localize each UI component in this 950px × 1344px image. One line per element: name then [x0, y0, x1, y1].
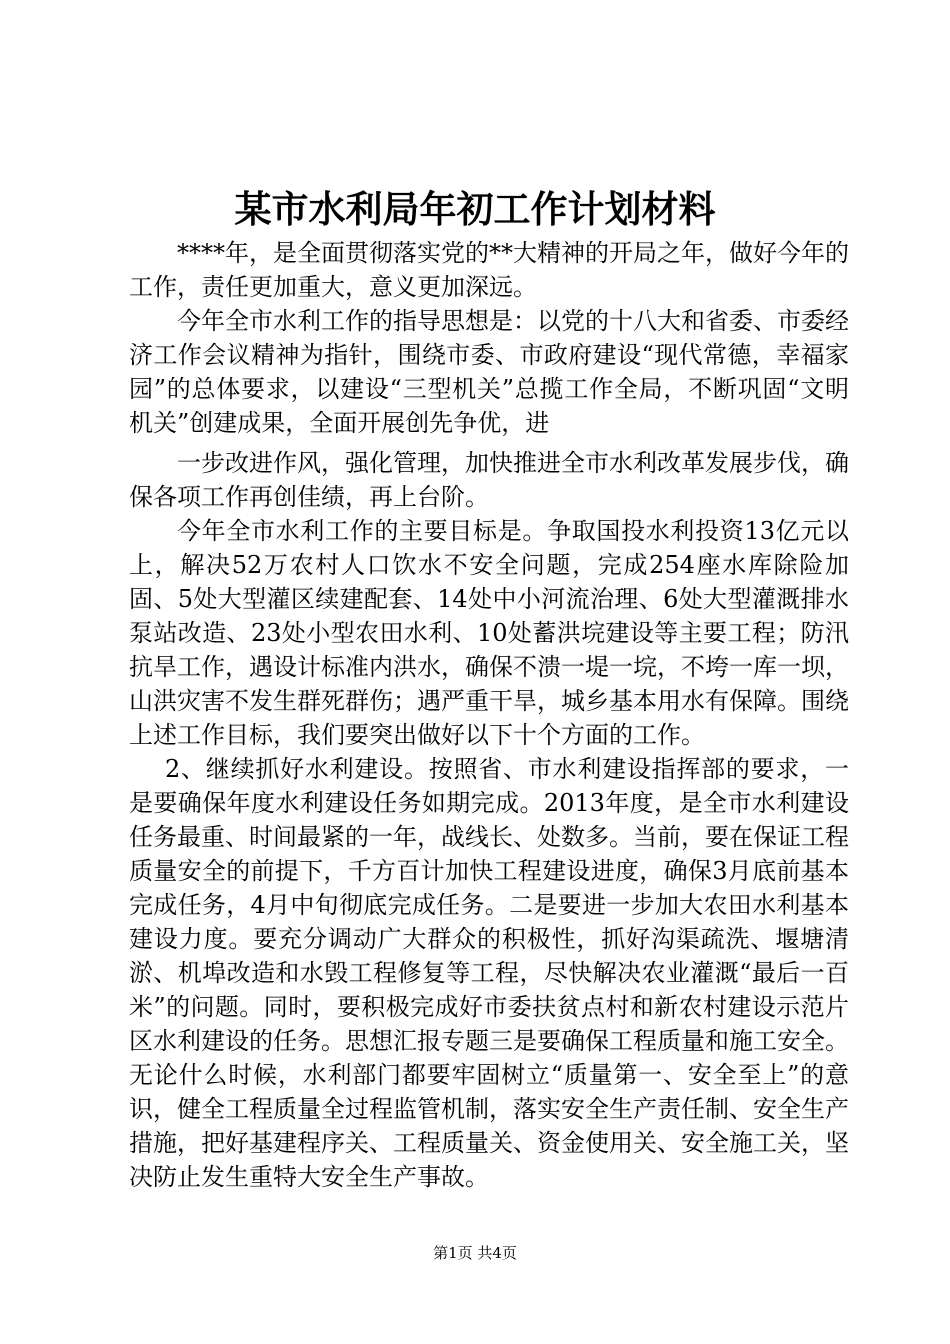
- page-footer: 第1页 共4页: [433, 1244, 517, 1262]
- paragraph-main-goals: 今年全市水利工作的主要目标是。争取国投水利投资13亿元以上，解决52万农村人口饮水不安全问题，完成254座水库除险加固、5处大型灌区续建配套、14处中小河流治理、6处大型灌溉排水泵站改造、23处小型农田水利、10处蓄洪垸建设等主要工程；防汛抗旱工作，遇设计标准内洪水，确保不溃一堤一垸，不垮一库一坝，山洪灾害不发生群死群伤；遇严重干旱，城乡基本用水有保障。围绕上述工作目标，我们要突出做好以下十个方面的工作。: [129, 517, 849, 749]
- page-title: 某市水利局年初工作计划材料: [234, 187, 716, 231]
- paragraph-continuation: 一步改进作风，强化管理，加快推进全市水利改革发展步伐，确保各项工作再创佳绩，再上台阶。: [129, 449, 849, 511]
- paragraph-intro: ****年，是全面贯彻落实党的**大精神的开局之年，做好今年的工作，责任更加重大，意义更加深远。: [129, 239, 849, 301]
- paragraph-water-construction: 2、继续抓好水利建设。按照省、市水利建设指挥部的要求，一是要确保年度水利建设任务如期完成。2013年度，是全市水利建设任务最重、时间最紧的一年，战线长、处数多。当前，要在保证工程质量安全的前提下，千方百计加快工程建设进度，确保3月底前基本完成任务，4月中旬彻底完成任务。二是要进一步加大农田水利基本建设力度。要充分调动广大群众的积极性，抓好沟渠疏洗、堰塘清淤、机埠改造和水毁工程修复等工程，尽快解决农业灌溉“最后一百米”的问题。同时，要积极完成好市委扶贫点村和新农村建设示范片区水利建设的任务。思想汇报专题三是要确保工程质量和施工安全。无论什么时候，水利部门都要牢固树立“质量第一、安全至上”的意识，健全工程质量全过程监管机制，落实安全生产责任制、安全生产措施，把好基建程序关、工程质量关、资金使用关、安全施工关，坚决防止发生重特大安全生产事故。: [129, 755, 849, 1191]
- document-body: [129, 236, 849, 1194]
- paragraph-guiding-ideology: 今年全市水利工作的指导思想是：以党的十八大和省委、市委经济工作会议精神为指针，围绕市委、市政府建设“现代常德，幸福家园”的总体要求，以建设“三型机关”总揽工作全局，不断巩固“文明机关”创建成果，全面开展创先争优，进: [129, 307, 849, 437]
